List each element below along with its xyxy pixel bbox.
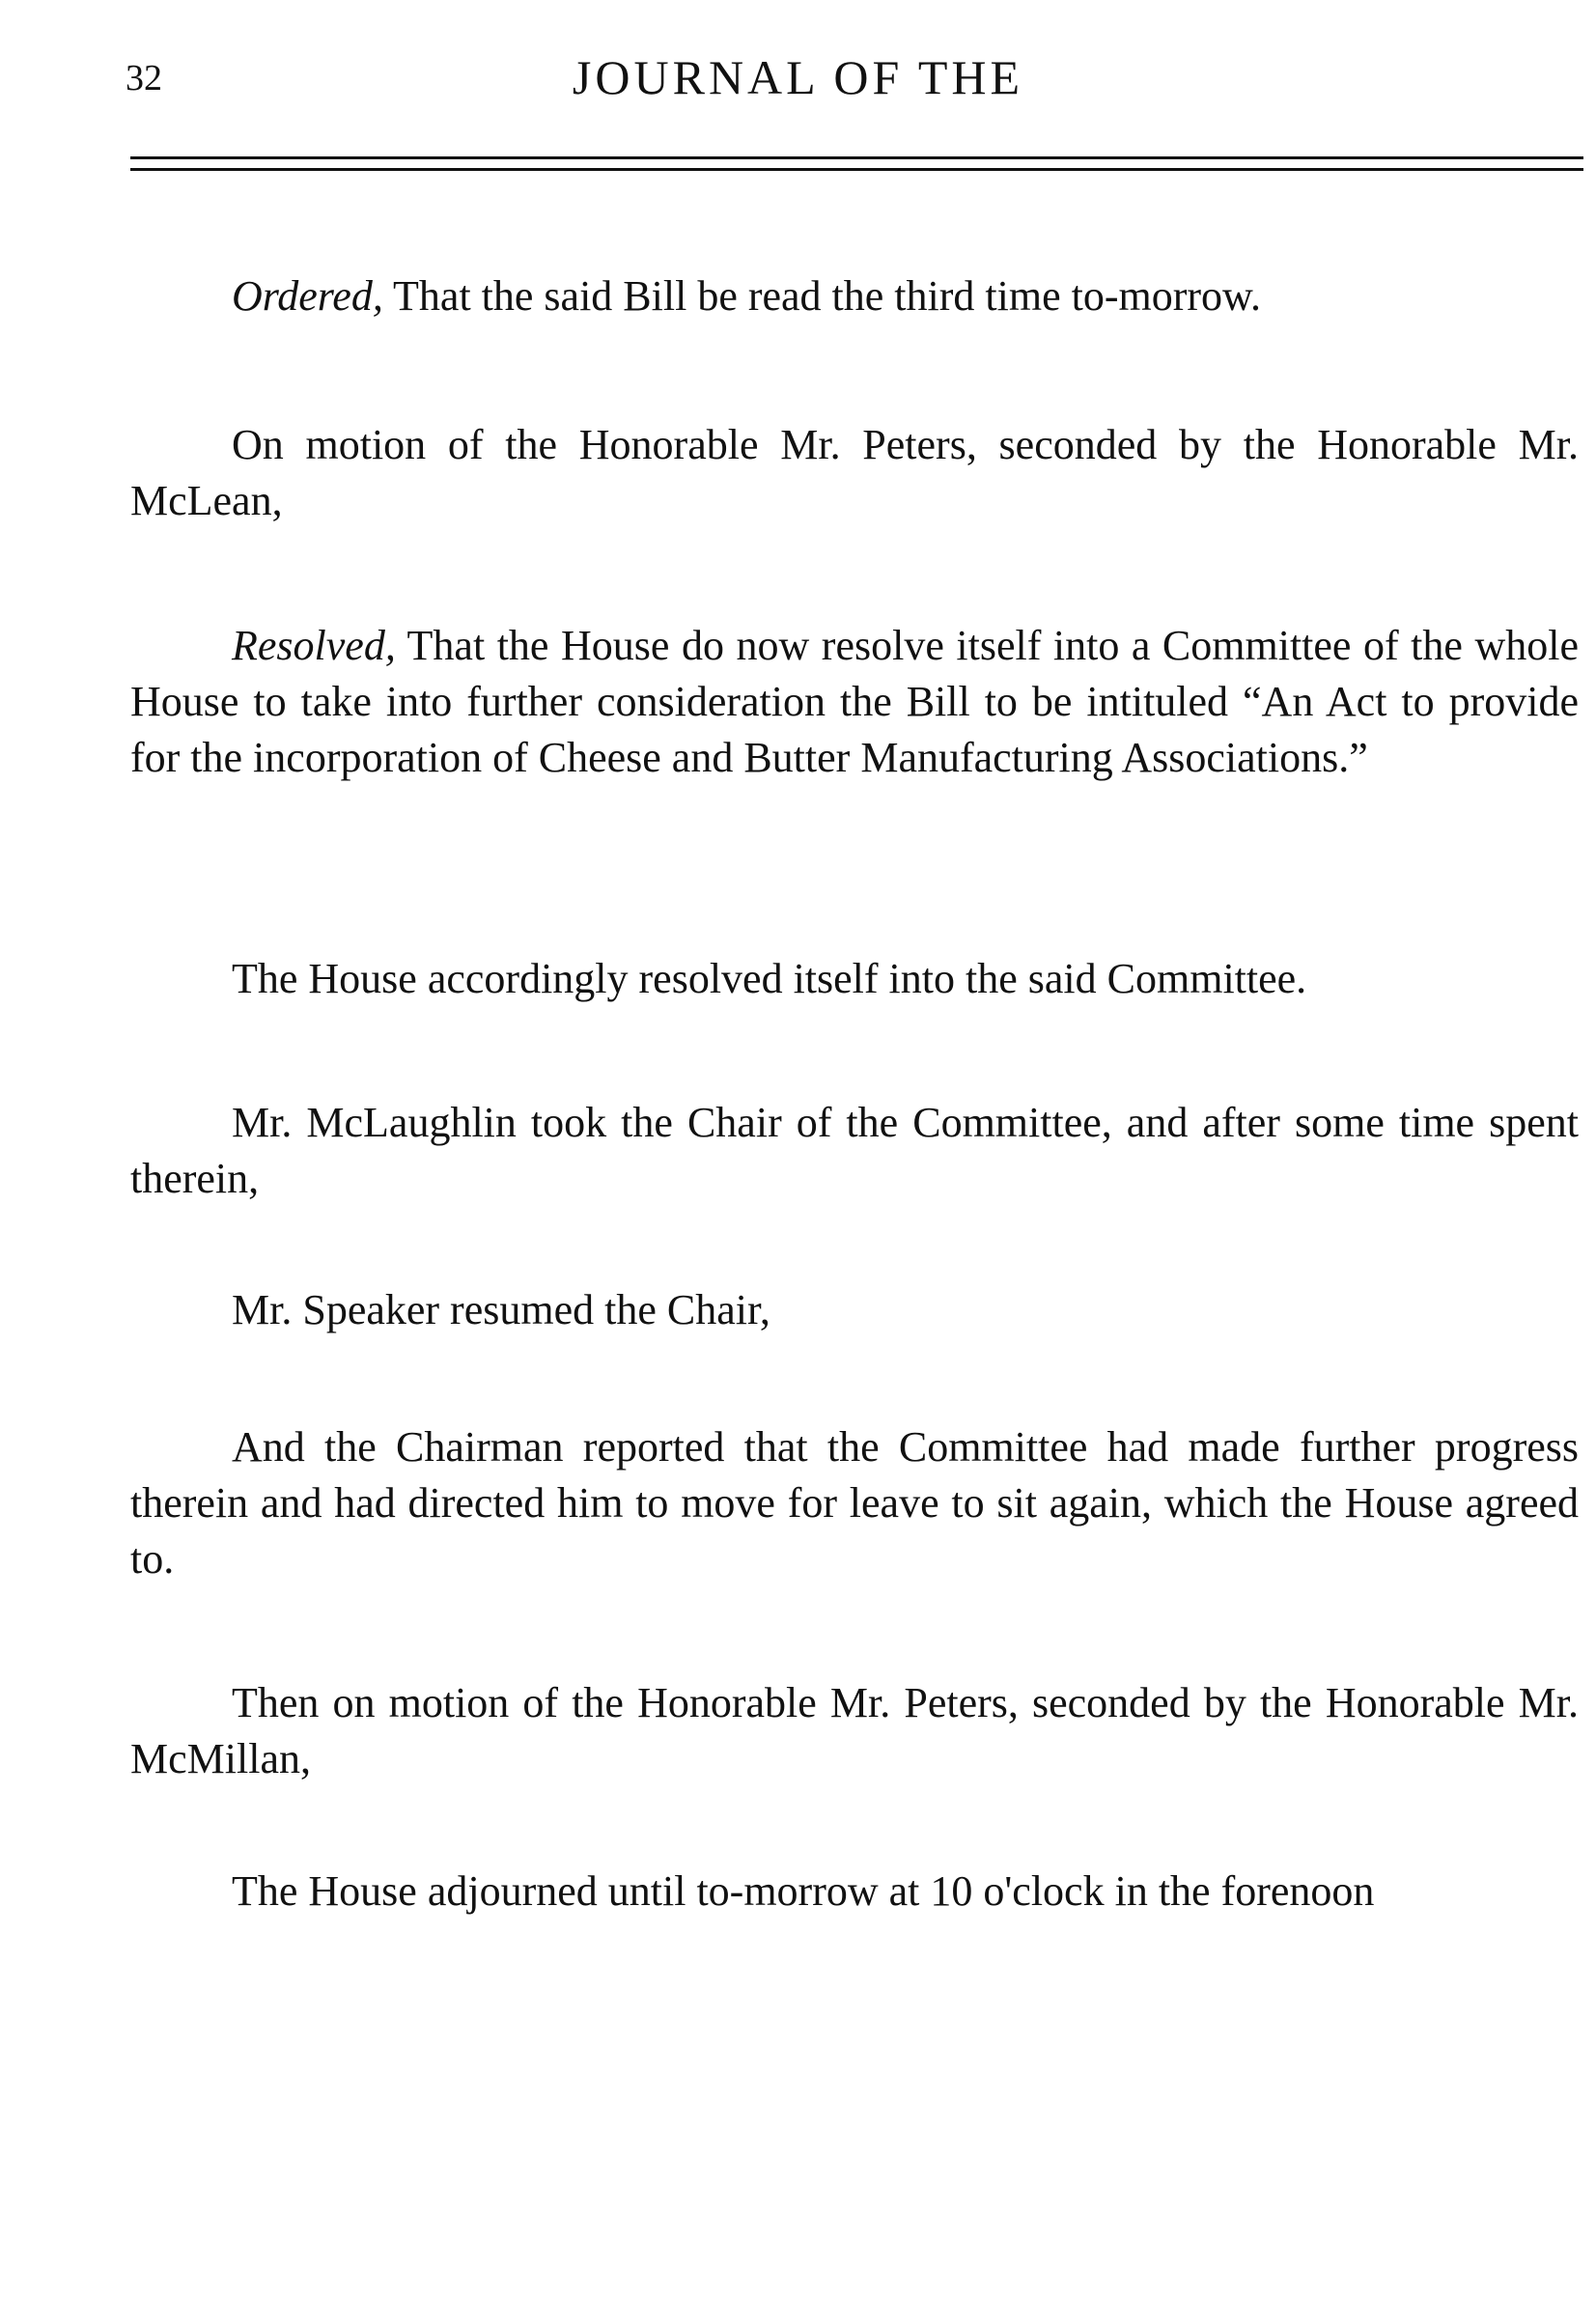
paragraph-resolved: [130, 618, 1579, 786]
paragraph-chairman-reported: [130, 1419, 1579, 1587]
paragraph-motion-peters-mcmillan: [130, 1675, 1579, 1787]
paragraph-ordered: [130, 268, 1579, 324]
paragraph-text: The House adjourned until to-morrow at 10 o'clock in the forenoon: [232, 1867, 1375, 1915]
page-number: 32: [126, 58, 162, 98]
paragraph-speaker-resumed: [130, 1282, 1579, 1338]
header-rule-top: [130, 156, 1583, 159]
paragraph-adjourned: [130, 1864, 1579, 1920]
paragraph-text: Mr. Speaker resumed the Chair,: [232, 1286, 770, 1333]
paragraph-text: The House accordingly resolved itself into the said Committee.: [232, 955, 1307, 1002]
running-head: JOURNAL OF THE: [572, 50, 1024, 104]
paragraph-text: That the said Bill be read the third time to-morrow.: [382, 272, 1261, 320]
paragraph-chair-of-committee: [130, 1095, 1579, 1207]
paragraph-motion-peters-mclean: [130, 417, 1579, 529]
paragraph-text: On motion of the Honorable Mr. Peters, seconded by the Honorable Mr. McLean,: [130, 421, 1579, 524]
header-rule-bottom: [130, 168, 1583, 171]
paragraph-text: Mr. McLaughlin took the Chair of the Committee, and after some time spent therein,: [130, 1099, 1579, 1202]
paragraph-house-resolved: [130, 951, 1579, 1007]
paragraph-lead: Ordered,: [232, 272, 383, 320]
paragraph-lead: Resolved,: [232, 622, 396, 669]
paragraph-text: Then on motion of the Honorable Mr. Peters, seconded by the Honorable Mr. McMillan,: [130, 1679, 1579, 1782]
paragraph-text: And the Chairman reported that the Committee had made further progress therein and had directed him to move for leave to sit again, which the House agreed to.: [130, 1423, 1579, 1583]
paragraph-text: That the House do now resolve itself into a Committee of the whole House to take into further consideration the Bill to be intituled “An Act to provide for the incorporation of Cheese and Butter Manufacturing Associations.”: [130, 622, 1579, 781]
